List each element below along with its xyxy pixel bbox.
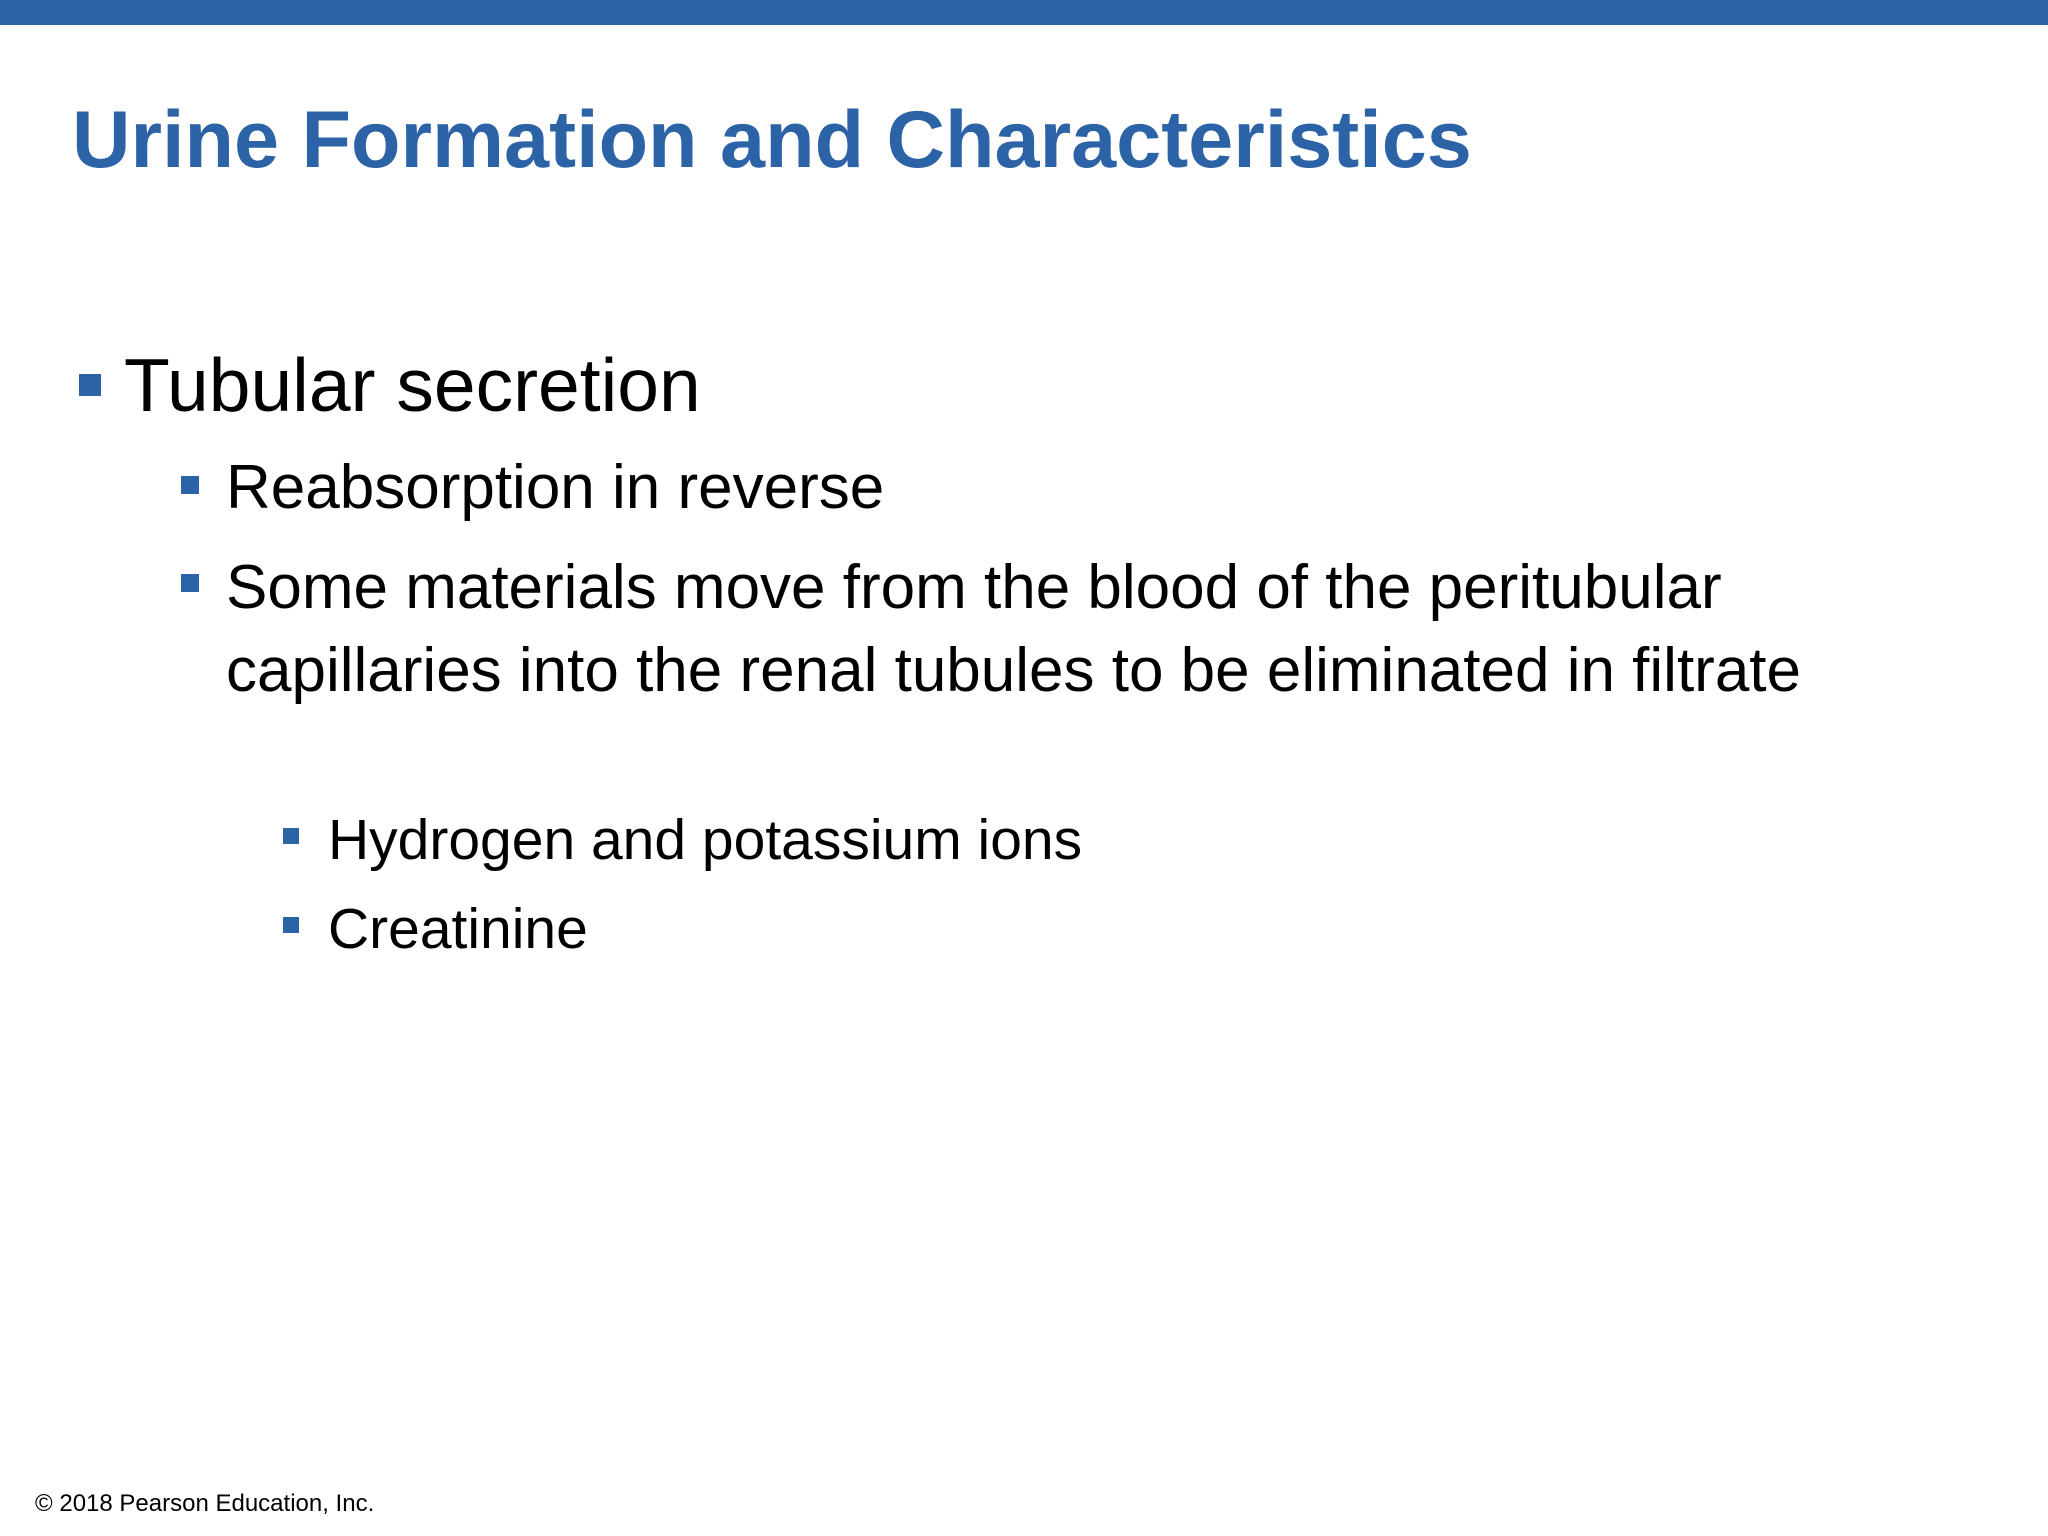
copyright-footer: © 2018 Pearson Education, Inc.	[35, 1490, 375, 1517]
bullet-text: Tubular secretion	[124, 343, 701, 427]
bullet-text: Creatinine	[328, 897, 588, 961]
square-bullet-icon	[181, 476, 199, 494]
square-bullet-icon	[283, 917, 299, 933]
square-bullet-icon	[79, 374, 101, 396]
bullet-text: Reabsorption in reverse	[226, 453, 885, 522]
square-bullet-icon	[181, 574, 199, 592]
bullet-text: Hydrogen and potassium ions	[328, 808, 1083, 872]
slide-title: Urine Formation and Characteristics	[72, 95, 1472, 185]
bullet-text: Some materials move from the blood of the peritubular capillaries into the renal tubules to be eliminated in filtrate	[226, 553, 1802, 705]
square-bullet-icon	[283, 828, 299, 844]
